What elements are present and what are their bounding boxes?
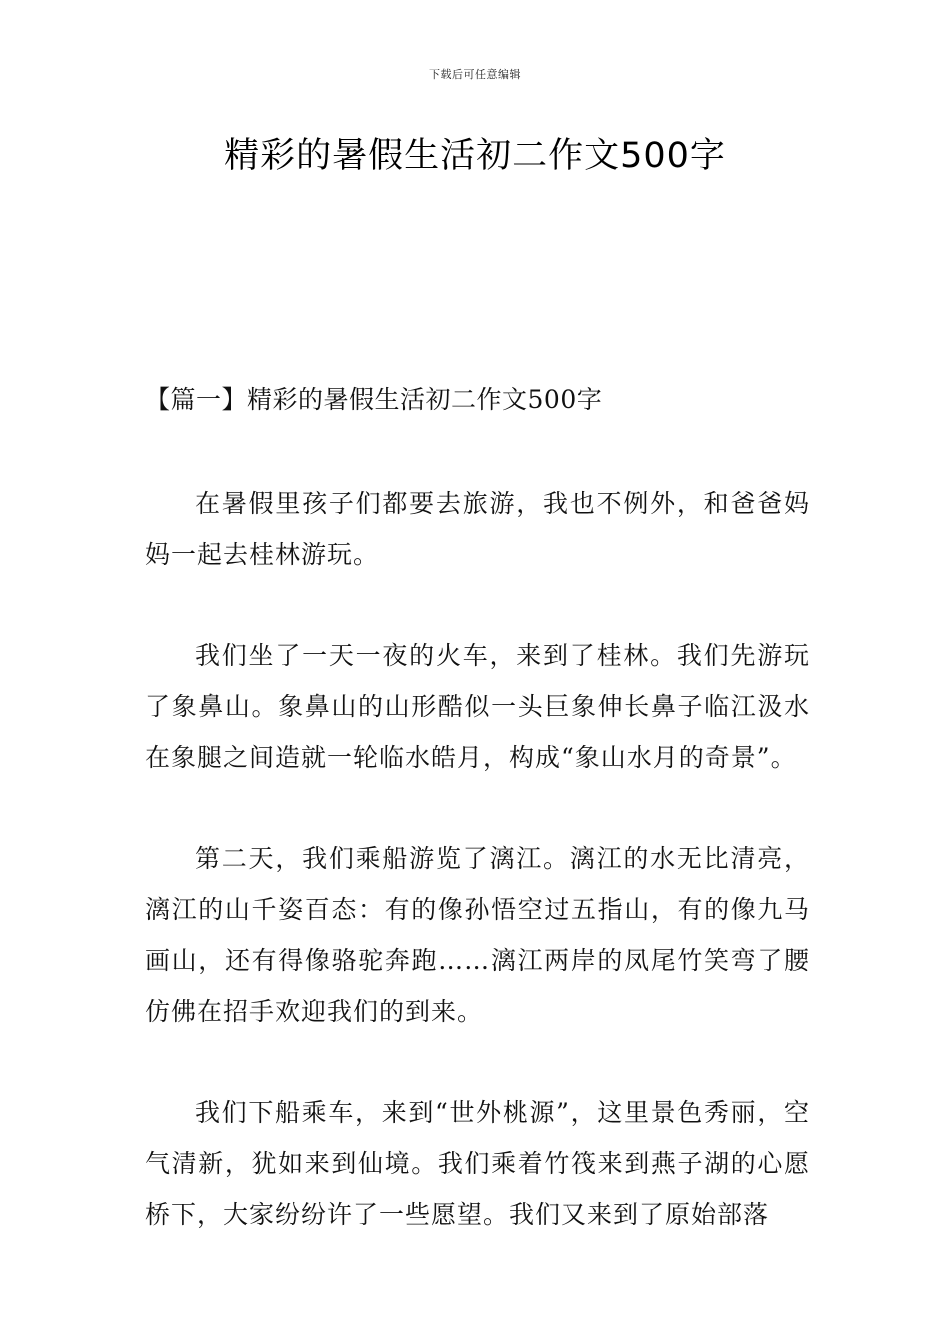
- paragraph-1: 在暑假里孩子们都要去旅游，我也不例外，和爸爸妈妈一起去桂林游玩。: [145, 489, 810, 569]
- page-header-note: 下载后可任意编辑: [429, 68, 521, 81]
- section-heading: 【篇一】精彩的暑假生活初二作文500字: [145, 385, 603, 414]
- paragraph-4: 我们下船乘车，来到“世外桃源”，这里景色秀丽，空气清新，犹如来到仙境。我们乘着竹筏来到燕子湖的心愿桥下，大家纷纷许了一些愿望。我们又来到了原始部落: [145, 1098, 810, 1229]
- body-text: [145, 478, 810, 1290]
- paragraph-3: 第二天，我们乘船游览了漓江。漓江的水无比清亮，漓江的山千姿百态：有的像孙悟空过五指山，有的像九马画山，还有得像骆驼奔跑……漓江两岸的凤尾竹笑弯了腰仿佛在招手欢迎我们的到来。: [145, 844, 810, 1026]
- document-title: 精彩的暑假生活初二作文500字: [224, 136, 726, 176]
- paragraph-2: 我们坐了一天一夜的火车，来到了桂林。我们先游玩了象鼻山。象鼻山的山形酷似一头巨象伸长鼻子临江汲水在象腿之间造就一轮临水皓月，构成“象山水月的奇景”。: [145, 641, 810, 772]
